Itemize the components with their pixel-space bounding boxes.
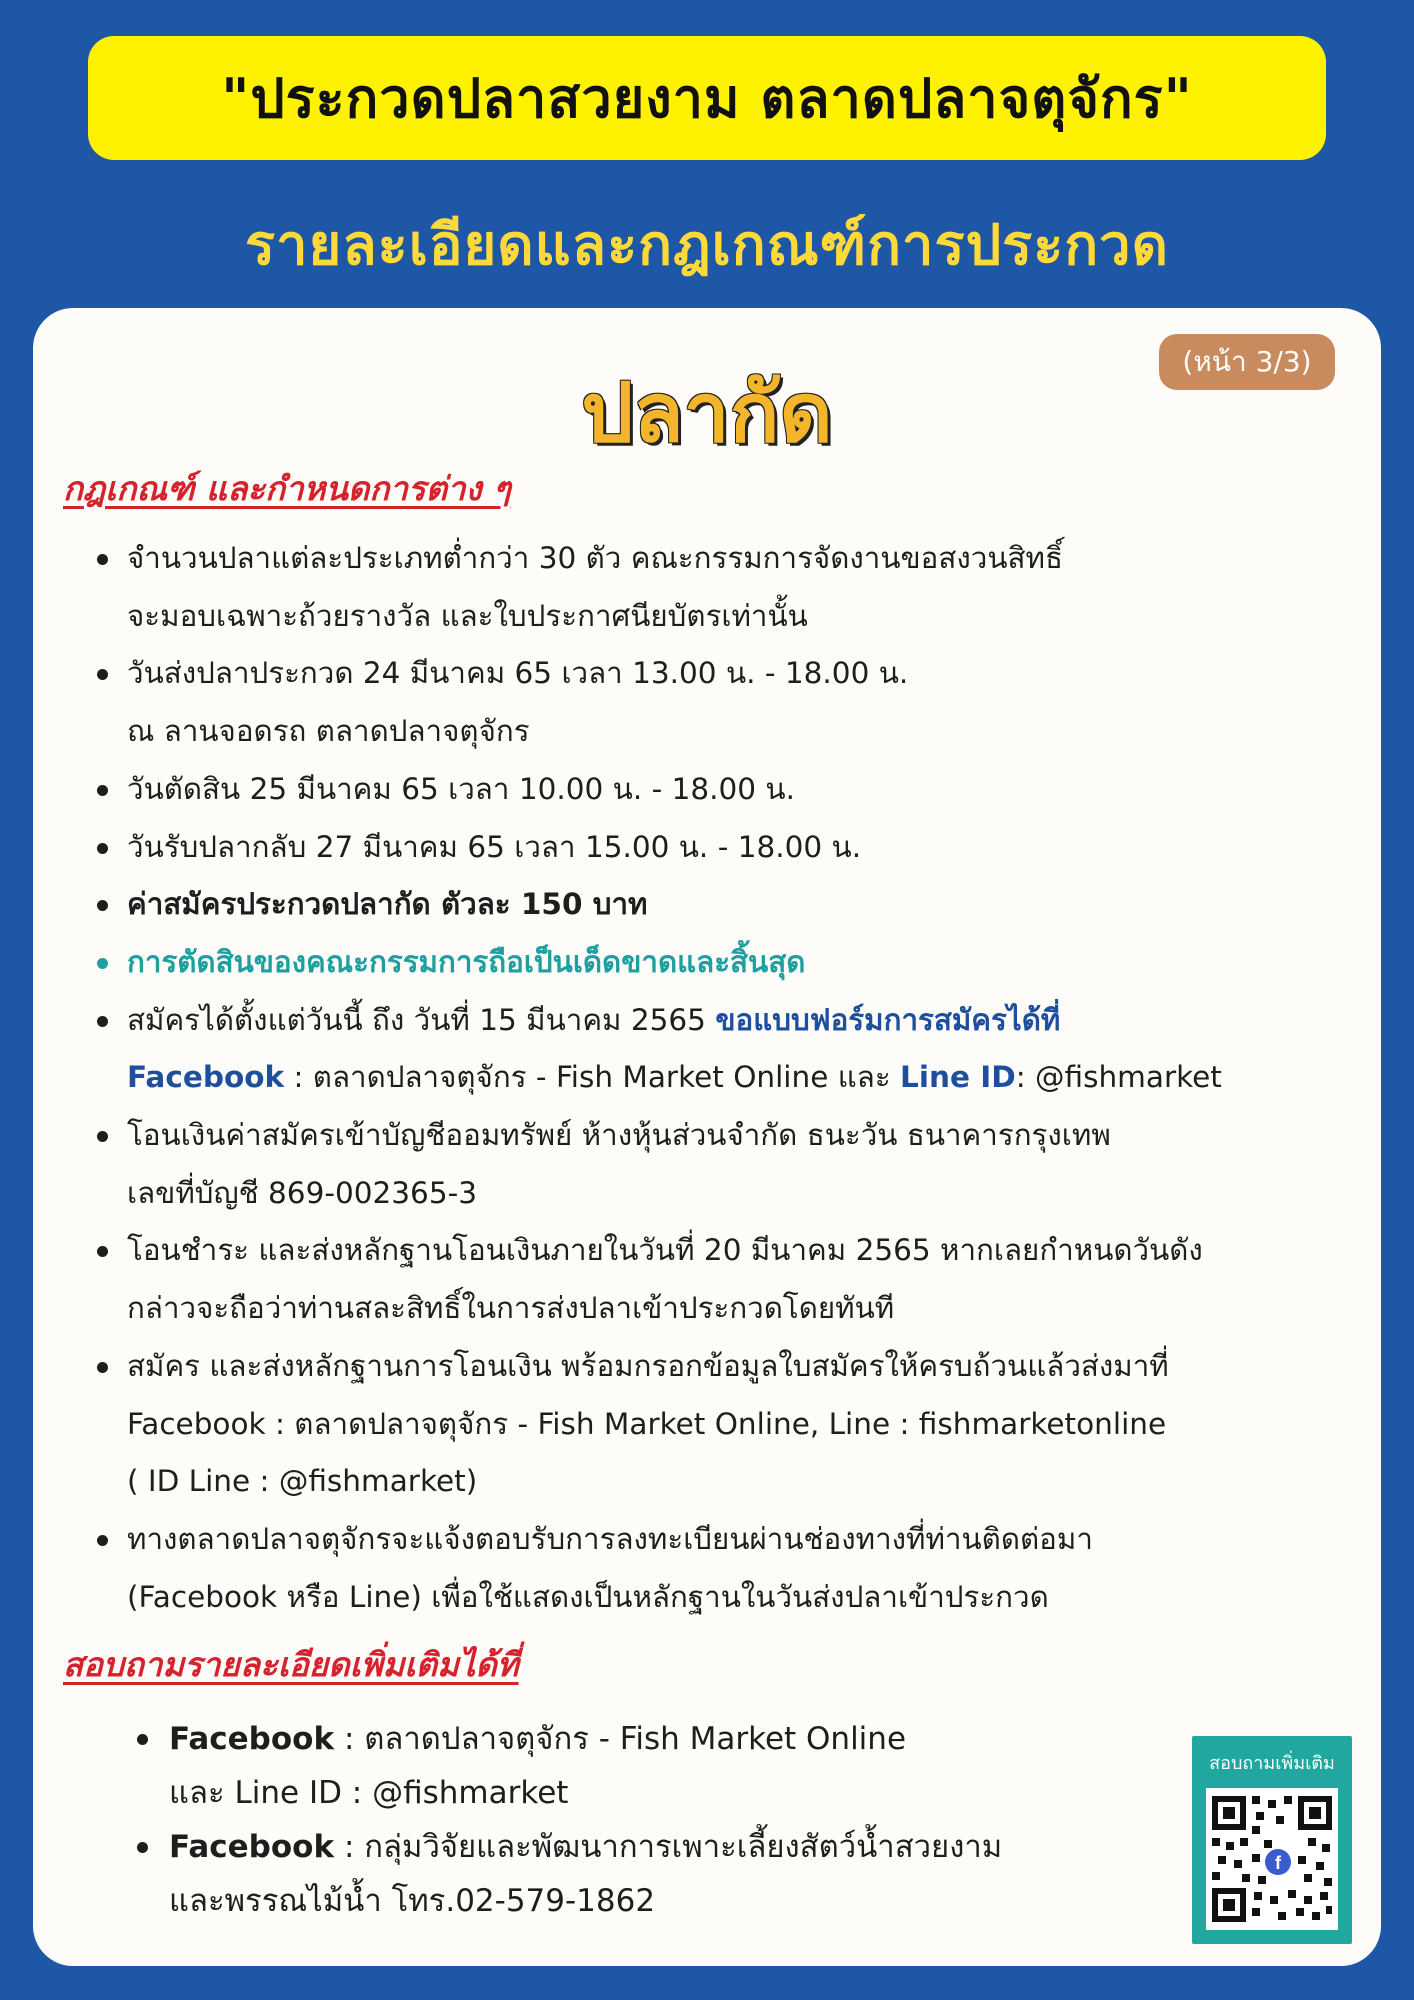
rule-line: (Facebook หรือ Line) เพื่อใช้แสดงเป็นหลักฐานในวันส่งปลาเข้าประกวด bbox=[127, 1579, 1049, 1614]
contact-item bbox=[169, 1712, 1169, 1820]
rule-item bbox=[127, 1107, 1397, 1222]
rule-line: Facebook : ตลาดปลาจตุจักร - Fish Market Online, Line : fishmarketonline bbox=[127, 1406, 1167, 1441]
page-subtitle: รายละเอียดและกฎเกณฑ์การประกวด bbox=[244, 213, 1169, 278]
rule-line: กล่าวจะถือว่าท่านสละสิทธิ์ในการส่งปลาเข้าประกวดโดยทันที bbox=[127, 1291, 895, 1326]
contact-text: : กลุ่มวิจัยและพัฒนาการเพาะเลี้ยงสัตว์น้ำสวยงาม bbox=[334, 1829, 1003, 1865]
rule-item: วันรับปลากลับ 27 มีนาคม 65 เวลา 15.00 น. - 18.00 น. bbox=[127, 819, 1397, 877]
fish-category-title: ปลากัด bbox=[581, 366, 833, 461]
svg-text:f: f bbox=[1275, 1853, 1281, 1873]
facebook-link[interactable]: Facebook bbox=[127, 1060, 285, 1095]
qr-caption: สอบถามเพิ่มเติม bbox=[1209, 1753, 1335, 1774]
rule-line: โอนเงินค่าสมัครเข้าบัญชีออมทรัพย์ ห้างหุ้นส่วนจำกัด ธนะวัน ธนาคารกรุงเทพ bbox=[127, 1118, 1111, 1153]
qr-code[interactable] bbox=[1206, 1788, 1338, 1930]
contact-list bbox=[135, 1712, 1169, 1928]
rule-line: : ตลาดปลาจตุจักร - Fish Market Online และ bbox=[284, 1060, 901, 1095]
line-id-link[interactable]: Line ID bbox=[900, 1060, 1016, 1095]
qr-pattern bbox=[1212, 1796, 1332, 1922]
rule-item: วันตัดสิน 25 มีนาคม 65 เวลา 10.00 น. - 18.00 น. bbox=[127, 761, 1397, 819]
contact-text: และพรรณไม้น้ำ โทร.02-579-1862 bbox=[169, 1883, 656, 1919]
qr-panel[interactable] bbox=[1192, 1736, 1352, 1944]
rule-item bbox=[127, 1222, 1397, 1337]
rules-heading: กฎเกณฑ์ และกำหนดการต่าง ๆ bbox=[63, 469, 511, 508]
content-card bbox=[33, 308, 1381, 1966]
rule-item bbox=[127, 1338, 1397, 1511]
page-title: "ประกวดปลาสวยงาม ตลาดปลาจตุจักร" bbox=[221, 67, 1193, 130]
page-number-badge: (หน้า 3/3) bbox=[1159, 334, 1335, 390]
rule-item-registration bbox=[127, 992, 1397, 1107]
rule-line: ( ID Line : @fishmarket) bbox=[127, 1464, 478, 1499]
rule-line: ทางตลาดปลาจตุจักรจะแจ้งตอบรับการลงทะเบียนผ่านช่องทางที่ท่านติดต่อมา bbox=[127, 1521, 1093, 1556]
rule-line: ณ ลานจอดรถ ตลาดปลาจตุจักร bbox=[127, 714, 530, 749]
rule-line: จะมอบเฉพาะถ้วยรางวัล และใบประกาศนียบัตรเท่านั้น bbox=[127, 598, 808, 633]
contact-item bbox=[169, 1820, 1169, 1928]
rule-line: : @fishmarket bbox=[1015, 1060, 1222, 1095]
rule-item bbox=[127, 530, 1397, 645]
rule-item bbox=[127, 1511, 1397, 1626]
rule-item-fee: ค่าสมัครประกวดปลากัด ตัวละ 150 บาท bbox=[127, 876, 1397, 934]
rule-line: สมัคร และส่งหลักฐานการโอนเงิน พร้อมกรอกข้อมูลใบสมัครให้ครบถ้วนแล้วส่งมาที่ bbox=[127, 1348, 1169, 1383]
rule-line: จำนวนปลาแต่ละประเภทต่ำกว่า 30 ตัว คณะกรรมการจัดงานขอสงวนสิทธิ์ bbox=[127, 541, 1063, 575]
rule-line: สมัครได้ตั้งแต่วันนี้ ถึง วันที่ 15 มีนาคม 2565 bbox=[127, 1002, 716, 1037]
rule-line: โอนชำระ และส่งหลักฐานโอนเงินภายในวันที่ 20 มีนาคม 2565 หากเลยกำหนดวันดัง bbox=[127, 1233, 1203, 1268]
rule-item bbox=[127, 645, 1397, 760]
rule-line: วันส่งปลาประกวด 24 มีนาคม 65 เวลา 13.00 น. - 18.00 น. bbox=[127, 656, 909, 691]
facebook-link[interactable]: Facebook bbox=[169, 1721, 335, 1757]
facebook-link[interactable]: Facebook bbox=[169, 1829, 335, 1865]
form-request-link[interactable]: ขอแบบฟอร์มการสมัครได้ที่ bbox=[715, 1002, 1061, 1037]
title-banner bbox=[88, 36, 1326, 160]
contact-text: : ตลาดปลาจตุจักร - Fish Market Online bbox=[334, 1721, 907, 1757]
rules-list bbox=[95, 530, 1397, 1626]
rule-item-judging: การตัดสินของคณะกรรมการถือเป็นเด็ดขาดและสิ้นสุด bbox=[127, 934, 1397, 992]
bank-account-number: เลขที่บัญชี 869-002365-3 bbox=[127, 1175, 478, 1210]
contact-heading: สอบถามรายละเอียดเพิ่มเติมได้ที่ bbox=[63, 1645, 519, 1684]
contact-text: และ Line ID : @fishmarket bbox=[169, 1775, 569, 1811]
